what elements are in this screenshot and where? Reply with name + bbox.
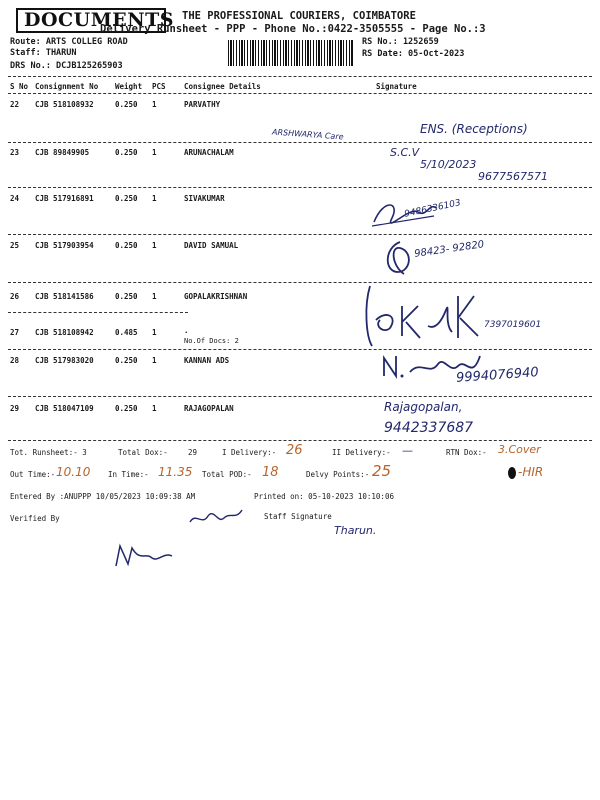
row-pcs: 1 (152, 404, 157, 413)
handwritten-note: 5/10/2023 (420, 158, 477, 171)
handwritten-note: 9677567571 (478, 170, 548, 183)
row-weight: 0.250 (115, 404, 138, 413)
rtn-dox-value: 3.Cover (498, 443, 541, 456)
handwritten-note: 9442337687 (384, 420, 474, 436)
total-runsheet: Tot. Runsheet:- 3 (10, 448, 87, 457)
barcode-image (228, 40, 354, 66)
row-consignee: KANNAN ADS (184, 356, 230, 365)
company-title: THE PROFESSIONAL COURIERS, COIMBATORE (182, 10, 416, 22)
row-sno: 29 (10, 404, 20, 413)
entered-by: Entered By :ANUPPP 10/05/2023 10:09:38 AM (10, 492, 196, 501)
staff-signature-label: Staff Signature (264, 512, 332, 521)
row-weight: 0.250 (115, 100, 138, 109)
hir-note: -HIR (518, 465, 544, 479)
row-consignee: DAVID SAMUAL (184, 241, 239, 250)
row-consignment: CJB 518047109 (35, 404, 94, 413)
i-delivery-label: I Delivery:- (222, 448, 277, 457)
row-pcs: 1 (152, 148, 157, 157)
row-weight: 0.250 (115, 241, 138, 250)
row-weight: 0.250 (115, 194, 138, 203)
staff-label: Staff: THARUN (10, 48, 77, 58)
divider (8, 76, 592, 77)
row-sno: 24 (10, 194, 20, 203)
row-pcs: 1 (152, 194, 157, 203)
row-pcs: 1 (152, 328, 157, 337)
total-pod-value: 18 (262, 465, 279, 480)
total-dox-value: 29 (188, 448, 198, 457)
row-weight: 0.250 (115, 292, 138, 301)
rs-date: RS Date: 05-Oct-2023 (362, 49, 465, 59)
ii-delivery-label: II Delivery:- (332, 448, 391, 457)
row-pcs: 1 (152, 356, 157, 365)
row-consignment: CJB 517983020 (35, 356, 94, 365)
signature-scribble (362, 276, 522, 356)
total-dox-label: Total Dox:- (118, 448, 168, 457)
row-consignee: ARUNACHALAM (184, 148, 234, 157)
printed-on: Printed on: 05-10-2023 10:10:06 (254, 492, 394, 501)
row-doc-count: No.Of Docs: 2 (184, 337, 239, 345)
row-consignment: CJB 518141586 (35, 292, 94, 301)
drs-number: DRS No.: DCJB125265903 (10, 61, 123, 71)
marker-blot (506, 466, 518, 480)
signature-scribble (186, 506, 246, 530)
delvy-points-label: Delvy Points:- (306, 470, 370, 479)
row-weight: 0.250 (115, 356, 138, 365)
row-consignment: CJB 517916891 (35, 194, 94, 203)
verified-by-label: Verified By (10, 514, 60, 523)
col-header-sno: S No (10, 82, 29, 91)
divider (8, 187, 592, 188)
row-pcs: 1 (152, 100, 157, 109)
rtn-dox-label: RTN Dox:- (446, 448, 487, 457)
total-pod-label: Total POD:- (202, 470, 252, 479)
row-consignment: CJB 89849905 (35, 148, 90, 157)
divider (8, 142, 592, 143)
out-time-value: 10.10 (56, 465, 91, 479)
row-consignee: SIVAKUMAR (184, 194, 225, 203)
col-header-consignee: Consignee Details (184, 82, 261, 91)
divider (8, 349, 592, 350)
row-sno: 27 (10, 328, 20, 337)
rs-number: RS No.: 1252659 (362, 37, 439, 47)
row-consignee: . (184, 326, 189, 335)
divider (8, 93, 592, 94)
col-header-weight: Weight (115, 82, 143, 91)
row-consignee: PARVATHY (184, 100, 221, 109)
row-consignee: RAJAGOPALAN (184, 404, 234, 413)
signature-scribble (112, 540, 176, 570)
divider (8, 234, 592, 235)
row-sno: 28 (10, 356, 20, 365)
handwritten-note: 7397019601 (484, 320, 542, 330)
row-sno: 23 (10, 148, 20, 157)
col-header-signature: Signature (376, 82, 417, 91)
i-delivery-value: 26 (286, 443, 303, 458)
in-time-label: In Time:- (108, 470, 149, 479)
handwritten-note: Rajagopalan, (384, 400, 463, 414)
handwritten-note: S.C.V (390, 146, 420, 159)
row-consignee: GOPALAKRISHNAN (184, 292, 248, 301)
handwritten-note: ARSHWARYA Care (271, 127, 344, 142)
handwritten-note: 98423- 92820 (413, 239, 485, 260)
row-consignment: CJB 517903954 (35, 241, 94, 250)
col-header-consignment: Consignment No (35, 82, 99, 91)
out-time-label: Out Time:- (10, 470, 56, 479)
row-weight: 0.250 (115, 148, 138, 157)
handwritten-note: 9994076940 (455, 365, 540, 386)
documents-stamp: DOCUMENTS (16, 8, 166, 33)
divider (8, 312, 188, 313)
row-sno: 22 (10, 100, 20, 109)
col-header-pcs: PCS (152, 82, 166, 91)
row-pcs: 1 (152, 241, 157, 250)
divider (8, 396, 592, 397)
row-weight: 0.485 (115, 328, 138, 337)
in-time-value: 11.35 (158, 465, 193, 479)
row-pcs: 1 (152, 292, 157, 301)
runsheet-heading: Delivery Runsheet - PPP - Phone No.:0422-3505555 - Page No.:3 (100, 23, 486, 35)
handwritten-note: ENS. (Receptions) (420, 122, 528, 136)
ii-delivery-value: — (402, 444, 413, 457)
staff-signature-handwritten: Tharun. (334, 524, 377, 537)
row-consignment: CJB 518108932 (35, 100, 94, 109)
delvy-points-value: 25 (372, 462, 392, 480)
row-consignment: CJB 518108942 (35, 328, 94, 337)
row-sno: 26 (10, 292, 20, 301)
divider (8, 440, 592, 441)
route-label: Route: ARTS COLLEG ROAD (10, 37, 128, 47)
handwritten-note: 9486336103 (403, 198, 462, 220)
row-sno: 25 (10, 241, 20, 250)
